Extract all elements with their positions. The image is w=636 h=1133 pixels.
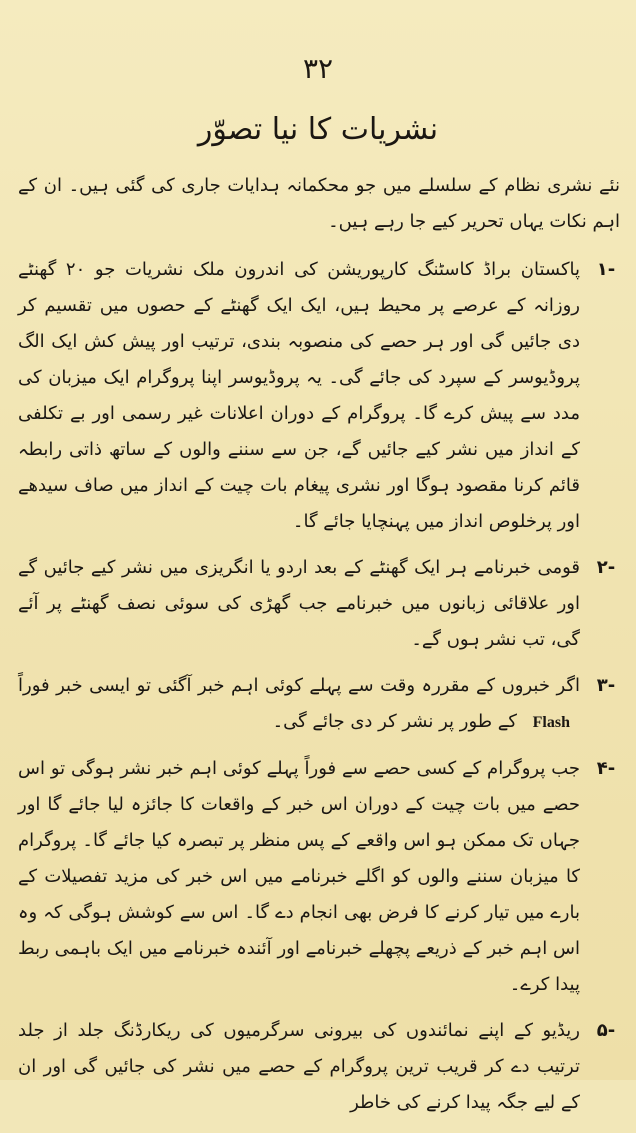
list-item-2 xyxy=(18,550,620,658)
list-item-text-before: اگر خبروں کے مقررہ وقت سے پہلے کوئی اہم خبر آگئی تو ایسی خبر فوراً xyxy=(18,675,580,696)
list-item-1 xyxy=(18,252,620,540)
list-item-text: قومی خبرنامے ہر ایک گھنٹے کے بعد اردو یا انگریزی میں نشر کیے جائیں گے اور علاقائی زبانوں میں خبرنامے جب گھڑی کی سوئی نصف گھنٹے پر آئے گی، تب نشر ہوں گے۔ xyxy=(18,557,580,650)
list-item-number: -۳ xyxy=(596,675,616,696)
list-item-text: پاکستان براڈ کاسٹنگ کارپوریشن کی اندرون ملک نشریات جو ۲۰ گھنٹے روزانہ کے عرصے پر محیط ہیں، ایک ایک گھنٹے کے حصوں میں تقسیم کر دی جائیں گی اور ہر حصے کی منصوبہ بندی، ترتیب اور پیش کش ایک الگ پروڈیوسر کے سپرد کی جائے گی۔ یہ پروڈیوسر اپنا پروگرام ایک میزبان کی مدد سے پیش کرے گا۔ پروگرام کے دوران اعلانات غیر رسمی اور بے تکلفی کے انداز میں نشر کیے جائیں گے، جن سے سننے والوں کے ساتھ ذاتی رابطہ قائم کرنا مقصود ہوگا اور نشری پیغام بات چیت کے انداز میں صاف سیدھے اور پرخلوص انداز میں پہنچایا جائے گا۔ xyxy=(18,259,581,532)
page-number: ۳۲ xyxy=(302,52,334,85)
list-item-3 xyxy=(18,668,620,741)
list-item-text xyxy=(18,668,580,741)
list-item-text: جب پروگرام کے کسی حصے سے فوراً پہلے کوئی اہم خبر نشر ہوگی تو اس حصے میں بات چیت کے دوران اس خبر کے واقعات کا جائزہ لیا جائے گا اور جہاں تک ممکن ہو اس واقعے کے پس منظر پر تبصرہ کیا جائے گا۔ پروگرام کا میزبان سننے والوں کو اگلے خبرنامے میں اس خبر کی مزید تفصیلات کے بارے میں تیار کرنے کا فرض بھی انجام دے گا۔ اس سے کوشش ہوگی کہ وہ اس اہم خبر کے ذریعے پچھلے خبرنامے اور آئندہ خبرنامے میں ایک باہمی ربط پیدا کرے۔ xyxy=(18,758,580,995)
list-item-5 xyxy=(18,1013,620,1121)
list-item-number: -۱ xyxy=(596,259,616,280)
list-item-text-after: کے طور پر نشر کر دی جائے گی۔ xyxy=(272,711,517,732)
flash-english-term: Flash xyxy=(532,714,570,731)
article-body xyxy=(18,168,620,1133)
page-title: نشریات کا نیا تصوّر xyxy=(197,112,439,147)
list-item-number: -۵ xyxy=(596,1020,616,1041)
list-item-text: ریڈیو کے اپنے نمائندوں کی بیرونی سرگرمیوں کی ریکارڈنگ جلد از جلد ترتیب دے کر قریب ترین پروگرام کے حصے میں نشر کی جائیں گی اور ان کے لیے جگہ پیدا کرنے کی خاطر xyxy=(18,1020,580,1113)
list-item-4 xyxy=(18,751,620,1003)
intro-paragraph: نئے نشری نظام کے سلسلے میں جو محکمانہ ہدایات جاری کی گئی ہیں۔ ان کے اہم نکات یہاں تحریر کیے جا رہے ہیں۔ xyxy=(18,175,620,232)
list-item-number: -۲ xyxy=(596,557,616,578)
list-item-number: -۴ xyxy=(596,758,616,779)
